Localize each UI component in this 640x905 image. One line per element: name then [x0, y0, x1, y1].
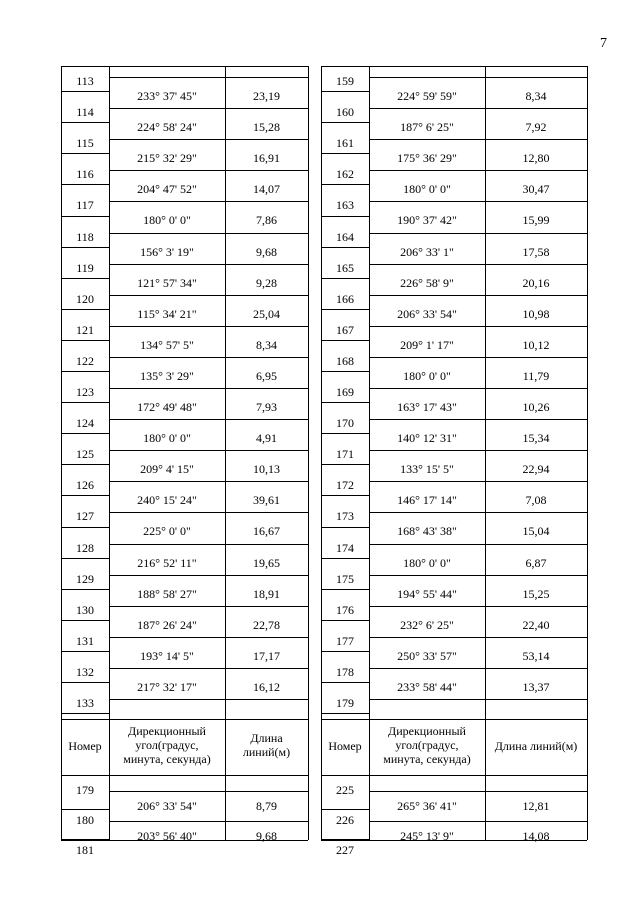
- point-number: 127: [76, 509, 94, 524]
- point-number: 225: [336, 783, 354, 798]
- grid-line: [369, 544, 587, 545]
- direction-angle: 240° 15' 24": [137, 493, 197, 508]
- grid-line: [321, 216, 369, 217]
- line-length: 9,68: [256, 244, 277, 259]
- grid-line: [321, 464, 369, 465]
- point-number: 123: [76, 385, 94, 399]
- line-length: 17,58: [522, 244, 550, 259]
- grid-line: [109, 388, 308, 389]
- grid-line: [109, 450, 308, 451]
- direction-angle: 146° 17' 14": [397, 493, 457, 508]
- point-number: 179: [76, 783, 94, 798]
- grid-line: [321, 66, 587, 67]
- point-number: 160: [336, 105, 354, 120]
- grid-line: [61, 66, 308, 67]
- line-length: 13,37: [522, 679, 550, 694]
- grid-line: [61, 153, 109, 154]
- grid-line: [61, 278, 109, 279]
- grid-line: [61, 809, 109, 810]
- point-number: 174: [336, 540, 354, 555]
- grid-line: [61, 775, 308, 776]
- coordinates-table-left: [61, 66, 308, 858]
- grid-line: [109, 481, 308, 482]
- grid-line: [369, 201, 587, 202]
- direction-angle: 206° 33' 1": [400, 244, 454, 259]
- grid-line: [369, 481, 587, 482]
- grid-line: [61, 651, 109, 652]
- grid-line: [109, 201, 308, 202]
- direction-angle: 206° 33' 54": [397, 306, 457, 321]
- grid-line: [61, 589, 109, 590]
- grid-line: [321, 309, 369, 310]
- grid-line: [109, 791, 308, 792]
- grid-line: [369, 512, 587, 513]
- grid-line: [369, 699, 587, 700]
- direction-angle: 250° 33' 57": [397, 648, 457, 663]
- direction-angle: 217° 32' 17": [137, 679, 197, 694]
- grid-line: [587, 66, 588, 840]
- direction-angle: 224° 59' 59": [397, 89, 457, 103]
- line-length: 39,61: [253, 493, 280, 508]
- line-length: 14,07: [253, 182, 280, 197]
- line-length: 8,34: [525, 89, 547, 103]
- direction-angle: 140° 12' 31": [397, 431, 457, 446]
- grid-line: [61, 371, 109, 372]
- line-length: 18,91: [253, 586, 280, 601]
- grid-line: [109, 544, 308, 545]
- grid-line: [61, 464, 109, 465]
- point-number: 169: [336, 385, 354, 399]
- point-number: 159: [336, 74, 354, 88]
- line-length: 10,13: [253, 462, 280, 477]
- grid-line: [321, 620, 369, 621]
- grid-line: [369, 450, 587, 451]
- line-length: 7,08: [525, 493, 547, 508]
- grid-line: [321, 340, 369, 341]
- point-number: 172: [336, 478, 354, 493]
- direction-angle: 187° 26' 24": [137, 617, 197, 632]
- grid-line: [321, 247, 369, 248]
- grid-line: [321, 433, 369, 434]
- grid-line: [369, 139, 587, 140]
- grid-line: [321, 402, 369, 403]
- coordinates-table-right: [321, 66, 587, 858]
- grid-line: [109, 108, 308, 109]
- direction-angle: 180° 0' 0": [403, 555, 451, 570]
- direction-angle: 224° 58' 24": [137, 120, 197, 135]
- line-length: 15,25: [522, 586, 550, 601]
- direction-angle: 245° 13' 9": [400, 829, 454, 844]
- point-number: 162: [336, 167, 354, 182]
- line-length: 25,04: [253, 306, 280, 321]
- grid-line: [61, 247, 109, 248]
- grid-line: [109, 668, 308, 669]
- direction-angle: 180° 0' 0": [143, 213, 191, 228]
- direction-angle: 134° 57' 5": [140, 337, 194, 352]
- point-number: 170: [336, 416, 354, 431]
- grid-line: [109, 326, 308, 327]
- line-length: 16,67: [253, 524, 280, 539]
- direction-angle: 175° 36' 29": [397, 151, 457, 166]
- grid-line: [321, 775, 587, 776]
- point-number: 226: [336, 813, 354, 828]
- point-number: 133: [76, 696, 94, 710]
- direction-angle: 180° 0' 0": [403, 182, 451, 197]
- grid-line: [321, 122, 369, 123]
- grid-line: [109, 419, 308, 420]
- grid-line: [109, 821, 308, 822]
- direction-angle: 215° 32' 29": [137, 151, 197, 166]
- grid-line: [321, 371, 369, 372]
- line-length: 4,91: [256, 431, 277, 446]
- line-length: 9,68: [256, 829, 277, 844]
- direction-angle: 121° 57' 34": [137, 275, 197, 290]
- point-number: 173: [336, 509, 354, 524]
- page-number: 7: [600, 36, 607, 51]
- grid-line: [109, 575, 308, 576]
- grid-line: [109, 699, 308, 700]
- grid-line: [369, 419, 587, 420]
- point-number: 168: [336, 353, 354, 368]
- header-number: Номер: [328, 739, 362, 754]
- point-number: 124: [76, 416, 94, 431]
- point-number: 180: [76, 813, 94, 828]
- direction-angle: 180° 0' 0": [143, 431, 191, 446]
- line-length: 12,80: [522, 151, 550, 166]
- grid-line: [321, 184, 369, 185]
- point-number: 165: [336, 260, 354, 275]
- direction-angle: 193° 14' 5": [140, 648, 194, 663]
- line-length: 15,99: [522, 213, 550, 228]
- direction-angle: 190° 37' 42": [397, 213, 457, 228]
- grid-line: [321, 719, 587, 720]
- grid-line: [321, 651, 369, 652]
- grid-line: [369, 170, 587, 171]
- grid-line: [321, 495, 369, 496]
- grid-line: [61, 682, 109, 683]
- line-length: 7,92: [525, 120, 547, 135]
- point-number: 115: [76, 136, 94, 151]
- grid-line: [369, 637, 587, 638]
- point-number: 129: [76, 571, 94, 586]
- direction-angle: 188° 58' 27": [137, 586, 197, 601]
- point-number: 117: [76, 198, 94, 213]
- header-direction-angle: Дирекционный угол(градус, минута, секунда): [383, 724, 471, 767]
- grid-line: [109, 606, 308, 607]
- grid-line: [109, 295, 308, 296]
- grid-line: [109, 264, 308, 265]
- line-length: 23,19: [253, 89, 280, 103]
- grid-line: [109, 139, 308, 140]
- point-number: 121: [76, 322, 94, 337]
- line-length: 7,93: [256, 400, 277, 414]
- point-number: 128: [76, 540, 94, 555]
- grid-line: [369, 326, 587, 327]
- point-number: 132: [76, 664, 94, 679]
- direction-angle: 135° 3' 29": [140, 368, 194, 383]
- grid-line: [61, 340, 109, 341]
- direction-angle: 203° 56' 40": [137, 829, 197, 844]
- grid-line: [109, 77, 308, 78]
- grid-line: [369, 668, 587, 669]
- grid-line: [321, 713, 369, 714]
- grid-line: [321, 278, 369, 279]
- grid-line: [321, 527, 369, 528]
- point-number: 120: [76, 291, 94, 306]
- line-length: 11,79: [522, 368, 550, 383]
- direction-angle: 168° 43' 38": [397, 524, 457, 539]
- header-line-length: Длина линий(м): [494, 739, 578, 754]
- grid-line: [61, 433, 109, 434]
- grid-line: [369, 575, 587, 576]
- point-number: 167: [336, 322, 354, 337]
- line-length: 22,78: [253, 617, 280, 632]
- grid-line: [109, 637, 308, 638]
- grid-line: [61, 309, 109, 310]
- point-number: 163: [336, 198, 354, 213]
- direction-angle: 216° 52' 11": [137, 555, 197, 570]
- line-length: 12,81: [522, 799, 550, 814]
- direction-angle: 225° 0' 0": [143, 524, 191, 539]
- grid-line: [369, 295, 587, 296]
- grid-line: [61, 402, 109, 403]
- point-number: 166: [336, 291, 354, 306]
- grid-line: [61, 840, 308, 841]
- line-length: 8,34: [256, 337, 277, 352]
- grid-line: [369, 233, 587, 234]
- line-length: 8,79: [256, 799, 277, 814]
- grid-line: [61, 495, 109, 496]
- line-length: 15,28: [253, 120, 280, 135]
- direction-angle: 233° 37' 45": [137, 89, 197, 103]
- grid-line: [61, 122, 109, 123]
- direction-angle: 265° 36' 41": [397, 799, 457, 814]
- grid-line: [61, 91, 109, 92]
- line-length: 53,14: [522, 648, 550, 663]
- direction-angle: 187° 6' 25": [400, 120, 454, 135]
- point-number: 113: [76, 74, 94, 88]
- direction-angle: 206° 33' 54": [137, 799, 197, 814]
- grid-line: [109, 170, 308, 171]
- point-number: 126: [76, 478, 94, 493]
- grid-line: [321, 809, 369, 810]
- point-number: 179: [336, 696, 354, 710]
- line-length: 9,28: [256, 275, 277, 290]
- grid-line: [109, 233, 308, 234]
- line-length: 10,26: [522, 400, 550, 414]
- grid-line: [321, 840, 587, 841]
- point-number: 130: [76, 602, 94, 617]
- grid-line: [369, 264, 587, 265]
- point-number: 175: [336, 571, 354, 586]
- line-length: 15,04: [522, 524, 550, 539]
- point-number: 171: [336, 447, 354, 462]
- grid-line: [109, 357, 308, 358]
- line-length: 16,12: [253, 679, 280, 694]
- point-number: 118: [76, 229, 94, 244]
- point-number: 181: [76, 843, 94, 858]
- direction-angle: 163° 17' 43": [397, 400, 457, 414]
- line-length: 6,87: [525, 555, 547, 570]
- grid-line: [321, 682, 369, 683]
- header-direction-angle: Дирекционный угол(градус, минута, секунда): [123, 724, 211, 767]
- grid-line: [369, 108, 587, 109]
- point-number: 122: [76, 353, 94, 368]
- line-length: 6,95: [256, 368, 277, 383]
- grid-line: [369, 77, 587, 78]
- direction-angle: 133° 15' 5": [400, 462, 454, 477]
- line-length: 10,12: [522, 337, 550, 352]
- grid-line: [308, 66, 309, 840]
- grid-line: [369, 606, 587, 607]
- grid-line: [61, 713, 109, 714]
- direction-angle: 172° 49' 48": [137, 400, 197, 414]
- direction-angle: 194° 55' 44": [397, 586, 457, 601]
- point-number: 164: [336, 229, 354, 244]
- line-length: 19,65: [253, 555, 280, 570]
- point-number: 125: [76, 447, 94, 462]
- grid-line: [321, 153, 369, 154]
- point-number: 119: [76, 260, 94, 275]
- point-number: 178: [336, 664, 354, 679]
- grid-line: [61, 216, 109, 217]
- direction-angle: 209° 4' 15": [140, 462, 194, 477]
- direction-angle: 204° 47' 52": [137, 182, 197, 197]
- line-length: 17,17: [253, 648, 280, 663]
- line-length: 22,94: [522, 462, 550, 477]
- direction-angle: 232° 6' 25": [400, 617, 454, 632]
- point-number: 131: [76, 633, 94, 648]
- direction-angle: 233° 58' 44": [397, 679, 457, 694]
- point-number: 176: [336, 602, 354, 617]
- point-number: 161: [336, 136, 354, 151]
- line-length: 22,40: [522, 617, 550, 632]
- grid-line: [369, 357, 587, 358]
- grid-line: [369, 388, 587, 389]
- direction-angle: 156° 3' 19": [140, 244, 194, 259]
- point-number: 177: [336, 633, 354, 648]
- grid-line: [61, 719, 308, 720]
- header-line-length: Длина линий(м): [242, 731, 291, 760]
- grid-line: [321, 558, 369, 559]
- grid-line: [61, 620, 109, 621]
- grid-line: [321, 589, 369, 590]
- line-length: 15,34: [522, 431, 550, 446]
- point-number: 116: [76, 167, 94, 182]
- line-length: 16,91: [253, 151, 280, 166]
- line-length: 10,98: [522, 306, 550, 321]
- header-number: Номер: [68, 739, 102, 754]
- grid-line: [61, 558, 109, 559]
- grid-line: [369, 821, 587, 822]
- line-length: 7,86: [256, 213, 277, 228]
- direction-angle: 115° 34' 21": [137, 306, 197, 321]
- direction-angle: 209° 1' 17": [400, 337, 454, 352]
- point-number: 114: [76, 105, 94, 120]
- grid-line: [61, 184, 109, 185]
- grid-line: [321, 91, 369, 92]
- direction-angle: 180° 0' 0": [403, 368, 451, 383]
- point-number: 227: [336, 843, 354, 858]
- grid-line: [61, 527, 109, 528]
- grid-line: [369, 791, 587, 792]
- line-length: 14,08: [522, 829, 550, 844]
- grid-line: [109, 512, 308, 513]
- line-length: 20,16: [522, 275, 550, 290]
- line-length: 30,47: [522, 182, 550, 197]
- direction-angle: 226° 58' 9": [400, 275, 454, 290]
